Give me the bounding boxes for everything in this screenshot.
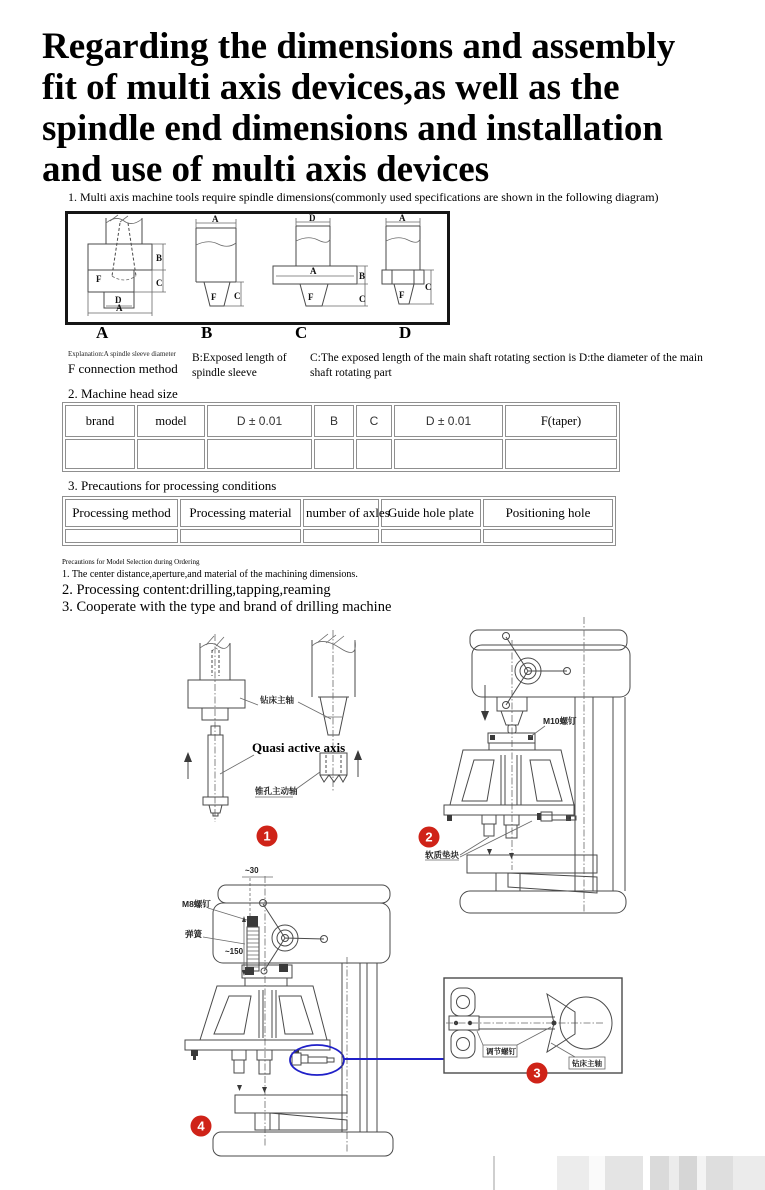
svg-text:3: 3 — [533, 1065, 541, 1081]
worktable — [235, 1095, 347, 1130]
spindle-fig-b — [196, 214, 244, 306]
th-model: model — [137, 405, 205, 437]
multi-spindle-head — [200, 876, 327, 1146]
column — [512, 617, 625, 913]
figure-4-drill-press-spring-drawing — [175, 862, 465, 1162]
th-brand: brand — [65, 405, 135, 437]
drill-chucks — [232, 1050, 272, 1093]
th-d2: D ± 0.01 — [394, 405, 503, 437]
title-line-4: and use of multi axis devices — [42, 149, 490, 190]
drill-spindle-callout — [240, 695, 331, 719]
machine-head-heading: 2. Machine head size — [68, 386, 178, 401]
spring-callout — [185, 929, 245, 944]
title-line-2: fit of multi axis devices,as well as the — [42, 67, 620, 108]
svg-text:D: D — [309, 214, 316, 223]
svg-text:C: C — [359, 294, 366, 304]
svg-text:A: A — [116, 303, 123, 313]
svg-text:C: C — [234, 291, 241, 301]
processing-table — [62, 496, 616, 546]
svg-text:F: F — [308, 292, 314, 302]
quasi-active-axis-part — [203, 726, 228, 816]
svg-text:F: F — [211, 292, 217, 302]
svg-text:~30: ~30 — [245, 866, 259, 875]
svg-text:A: A — [212, 214, 219, 224]
m10-screw-callout — [530, 716, 577, 737]
svg-text:D: D — [115, 295, 122, 305]
title-line-3: spindle end dimensions and installation — [42, 108, 663, 149]
svg-text:弹簧: 弹簧 — [185, 929, 203, 939]
svg-text:4: 4 — [197, 1118, 205, 1134]
spindle-fig-c — [273, 214, 368, 306]
variant-letter-a: A — [96, 323, 109, 342]
base — [460, 891, 626, 913]
figure-3-adjust-screw-detail-drawing — [443, 972, 628, 1087]
svg-text:M10螺钉: M10螺钉 — [543, 716, 577, 726]
up-arrow-left-icon — [184, 752, 192, 779]
th-f-taper: F(taper) — [505, 405, 617, 437]
taper-drive-callout — [254, 772, 320, 797]
dim-150-callout — [225, 916, 246, 976]
down-arrow-icon — [481, 685, 489, 721]
depth-stop-knob — [537, 812, 576, 821]
spindle-figure-box — [65, 211, 450, 325]
processing-empty-row — [65, 529, 613, 543]
svg-text:软质垫块: 软质垫块 — [425, 850, 460, 860]
th-c: C — [356, 405, 392, 437]
svg-text:Quasi active axis: Quasi active axis — [252, 740, 346, 755]
ordering-small-heading: Precautions for Model Selection during Ordering — [62, 558, 200, 566]
machine-head-empty-row — [65, 439, 617, 469]
th-processing-material: Processing material — [180, 499, 301, 527]
spindle-variants-figure — [68, 214, 445, 320]
svg-text:F: F — [399, 290, 405, 300]
spindle-fig-a — [88, 215, 166, 316]
svg-text:2: 2 — [425, 829, 433, 845]
scan-artifact-stripes — [493, 1156, 765, 1190]
adjust-screw-callout — [477, 1027, 551, 1057]
svg-text:~150: ~150 — [225, 947, 244, 956]
variant-letter-c: C — [295, 323, 308, 342]
variant-letter-d: D — [399, 323, 412, 342]
ordering-item-3: 3. Cooperate with the type and brand of drilling machine — [62, 599, 392, 615]
machine-head-table — [62, 402, 620, 472]
page-title — [42, 26, 742, 190]
badge-4 — [191, 1116, 212, 1137]
ordering-item-2: 2. Processing content:drilling,tapping,reaming — [62, 582, 331, 598]
spring — [247, 927, 259, 971]
th-guide-hole-plate: Guide hole plate — [381, 499, 481, 527]
up-arrow-right-icon — [354, 750, 362, 777]
svg-text:M8螺钉: M8螺钉 — [182, 899, 211, 909]
svg-text:调节螺钉: 调节螺钉 — [486, 1047, 516, 1056]
blue-connector-line — [343, 1058, 444, 1060]
badge-3 — [527, 1063, 548, 1084]
explanation-f: F connection method — [68, 361, 178, 376]
spindle-fig-d — [382, 214, 434, 304]
th-number-of-axles: number of axles — [303, 499, 379, 527]
handwheel-icon — [260, 900, 328, 972]
base — [213, 1132, 393, 1156]
depth-stop-assembly — [292, 1050, 334, 1065]
worktable — [467, 855, 597, 893]
explanation-a-small: Explanation:A spindle sleeve diameter — [68, 350, 176, 358]
svg-text:1: 1 — [263, 828, 271, 844]
badge-1 — [257, 826, 278, 847]
svg-text:C: C — [156, 278, 163, 288]
th-d1: D ± 0.01 — [207, 405, 312, 437]
svg-text:C: C — [425, 282, 432, 292]
th-positioning-hole: Positioning hole — [483, 499, 613, 527]
explanation-b: B:Exposed length of spindle sleeve — [192, 352, 287, 379]
svg-text:B: B — [359, 271, 366, 281]
svg-text:A: A — [399, 214, 406, 223]
badge-2 — [419, 827, 440, 848]
soft-pad-callout — [425, 821, 532, 860]
explanation-cd: C:The exposed length of the main shaft rotating section is D:the diameter of the main shaft rotating part — [310, 352, 703, 379]
svg-text:锥孔主动轴: 锥孔主动轴 — [255, 786, 298, 796]
drill-press-head — [470, 630, 630, 697]
figure-1-spindle-coupling-drawing — [168, 622, 438, 857]
th-processing-method: Processing method — [65, 499, 178, 527]
variant-letter-b: B — [201, 323, 213, 342]
svg-text:钻床主轴: 钻床主轴 — [572, 1059, 602, 1068]
svg-text:钻床主轴: 钻床主轴 — [260, 695, 295, 705]
taper-socket-part — [320, 753, 347, 782]
spindle-plate — [444, 805, 574, 821]
title-line-1: Regarding the dimensions and assembly — [42, 26, 676, 67]
svg-text:A: A — [310, 266, 317, 276]
ordering-item-1: 1. The center distance,aperture,and material of the machining dimensions. — [62, 569, 358, 580]
processing-heading: 3. Precautions for processing conditions — [68, 478, 277, 493]
drill-spindle-left — [188, 634, 245, 822]
adapter-plate — [488, 733, 535, 743]
dim-30-callout — [242, 866, 273, 922]
svg-text:F: F — [96, 274, 102, 284]
th-b: B — [314, 405, 354, 437]
svg-text:B: B — [156, 253, 163, 263]
drill-spindle-right — [312, 630, 355, 792]
intro-text: 1. Multi axis machine tools require spindle dimensions(commonly used specifications are shown in the following diagram) — [68, 190, 659, 204]
